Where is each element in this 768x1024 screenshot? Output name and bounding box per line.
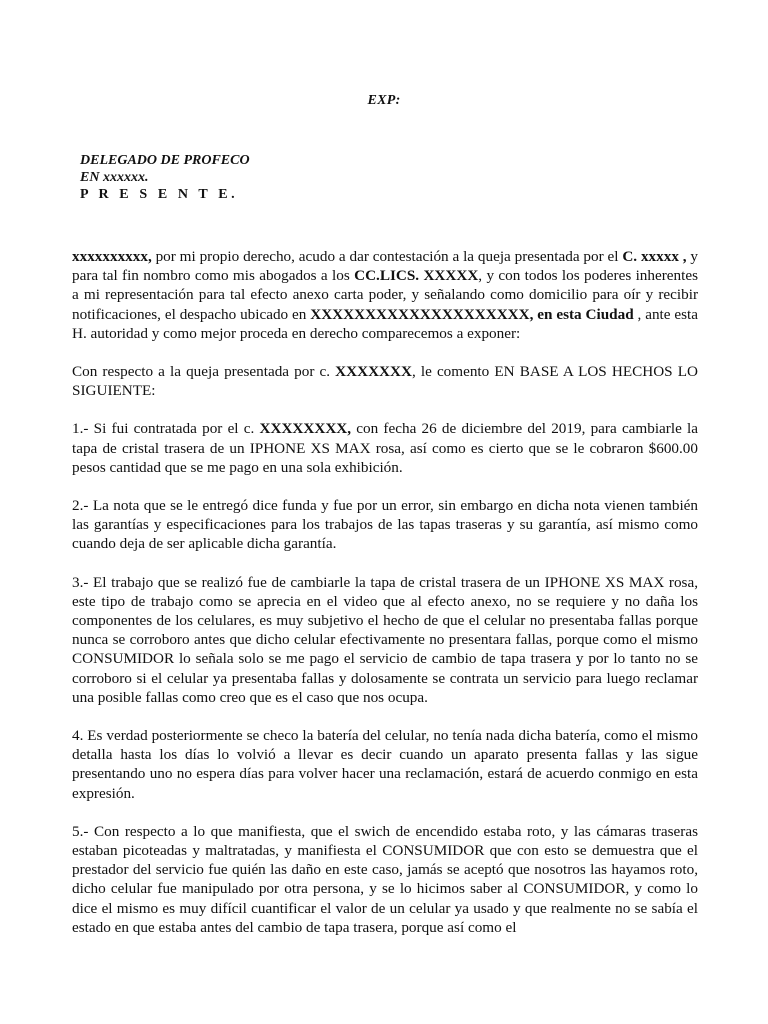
document-body (72, 247, 698, 956)
paragraph-respecto (72, 362, 698, 400)
addressee-delegate: DELEGADO DE PROFECO (80, 153, 250, 168)
redacted-client: XXXXXXXX, (259, 420, 352, 438)
redacted-address: XXXXXXXXXXXXXXXXXXXX, en esta Ciudad (310, 305, 634, 323)
point-1-text-2: con fecha 26 de diciembre del 2019, para cambiarle la tapa de cristal trasera de un IPHONE XS MAX rosa, así como es cierto que se le cobraron $600.00 pesos cantidad que se me pago en una sola exhibición. (72, 420, 698, 476)
intro-text-2: y para tal fin nombro como mis abogados a los (72, 248, 699, 285)
paragraph-point-4: 4. Es verdad posteriormente se checo la batería del celular, no tenía nada dicha batería, como el mismo detalla hasta los días lo volvió a llevar es decir cuando un aparato presenta fallas y las sigue presentando uno no espera días para volver hacer una reclamación, estará de acuerdo conmigo en esta expresión. (72, 727, 698, 802)
intro-text-3: , y con todos los poderes inherentes a mi representación para tal efecto anexo carta poder, y señalando como domicilio para oír y recibir notificaciones, el despacho ubicado en (72, 267, 698, 323)
addressee-block (80, 152, 250, 203)
redacted-c: C. xxxxx , (622, 248, 687, 265)
paragraph-point-1 (72, 419, 698, 477)
paragraph-point-2: 2.- La nota que se le entregó dice funda y fue por un error, sin embargo en dicha nota vienen también las garantías y especificaciones para los trabajos de las tapas traseras y su garantía, así mismo como cuando deja de ser aplicable dicha garantía. (72, 497, 698, 553)
intro-text-4: , ante esta H. autoridad y como mejor proceda en derecho comparecemos a exponer: (72, 305, 698, 342)
addressee-location: EN xxxxxx. (80, 170, 149, 185)
redacted-complainant: XXXXXXX (335, 363, 412, 381)
paragraph-point-5: 5.- Con respecto a lo que manifiesta, que el swich de encendido estaba roto, y las cámaras traseras estaban picoteadas y maltratadas, y manifiesta el CONSUMIDOR que con esto se demuestra que el prestador del servicio fue quién las daño en este caso, jamás se aceptó que nosotros las hayamos roto, dicho celular fue manipulado por otra persona, y se lo hicimos saber al CONSUMIDOR, y como lo dice el mismo es muy difícil cuantificar el valor de un celular ya usado y que realmente no se sabía el estado en que estaba antes del cambio de tapa trasera, porque así como el (72, 822, 698, 936)
point-1-text-1: 1.- Si fui contratada por el c. (72, 420, 260, 438)
redacted-name: xxxxxxxxxx, (72, 248, 152, 265)
intro-text-1: por mi propio derecho, acudo a dar contestación a la queja presentada por el (151, 248, 623, 265)
addressee-presente: P R E S E N T E. (80, 187, 239, 202)
respecto-text-2: , le comento EN BASE A LOS HECHOS LO SIGUIENTE: (72, 363, 698, 400)
expediente-label: EXP: (367, 93, 401, 108)
redacted-lawyers: CC.LICS. XXXXX (354, 267, 479, 285)
paragraph-point-3: 3.- El trabajo que se realizó fue de cambiarle la tapa de cristal trasera de un IPHONE XS MAX rosa, este tipo de trabajo como se aprecia en el video que al efecto anexo, no se requiere y no daña los componentes de los celulares, es muy subjetivo el hecho de que el celular no presentaba fallas porque nunca se corroboro antes que dicho celular efectivamente no presentara fallas, porque como el mismo CONSUMIDOR lo señala solo se me pago el servicio de cambio de tapa trasera y por lo tanto no se corroboro si el celular ya presentaba fallas y dolosamente se contrata un servicio para luego reclamar una posible fallas como creo que es el caso que nos ocupa. (72, 573, 698, 706)
paragraph-intro (72, 247, 698, 343)
respecto-text-1: Con respecto a la queja presentada por c. (72, 363, 336, 381)
